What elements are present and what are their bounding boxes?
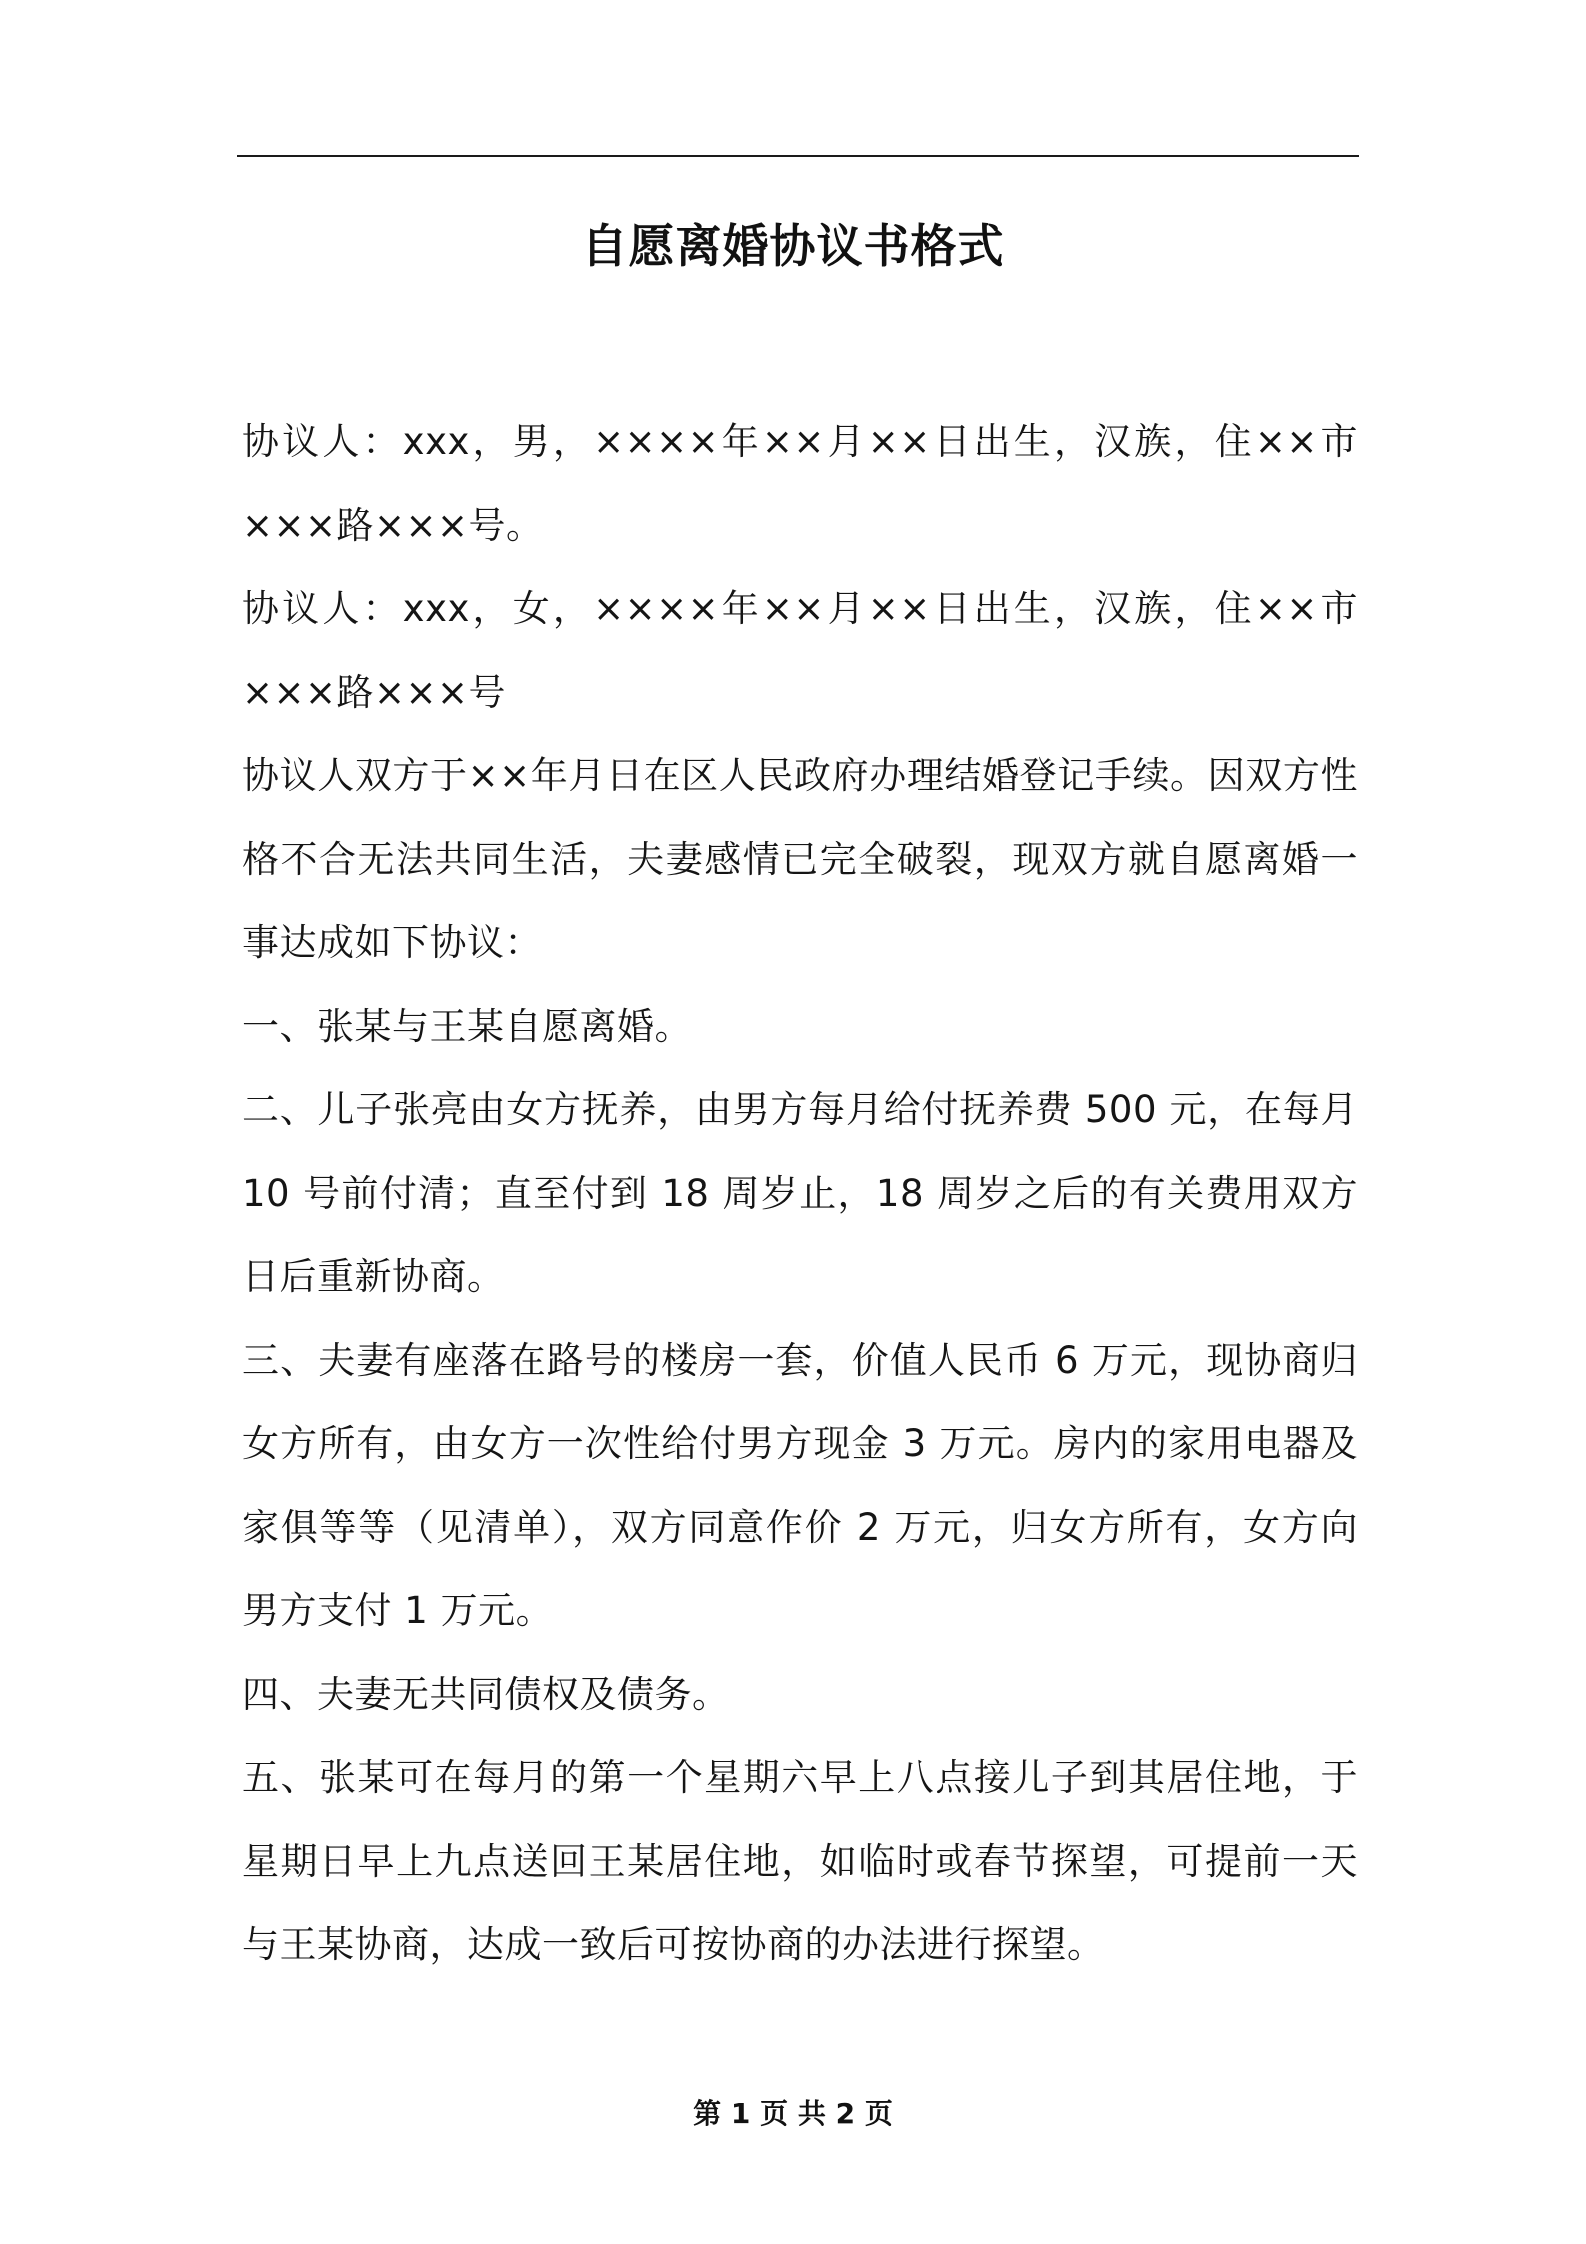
clause-2: 二、儿子张亮由女方抚养，由男方每月给付抚养费 500 元，在每月 10 号前付清；直至付到 18 周岁止，18 周岁之后的有关费用双方日后重新协商。	[242, 1088, 1358, 1298]
page-number-footer: 第 1 页 共 2 页	[693, 2097, 893, 2130]
clause-5: 五、张某可在每月的第一个星期六早上八点接儿子到其居住地，于星期日早上九点送回王某居住地，如临时或春节探望，可提前一天与王某协商，达成一致后可按协商的办法进行探望。	[242, 1756, 1358, 1966]
document-body	[242, 400, 1358, 1987]
paragraph-party-male: 协议人：xxx，男，××××年××月××日出生，汉族，住××市×××路×××号。	[242, 420, 1358, 547]
document-title: 自愿离婚协议书格式	[581, 219, 1005, 273]
clause-3: 三、夫妻有座落在路号的楼房一套，价值人民币 6 万元，现协商归女方所有，由女方一次性给付男方现金 3 万元。房内的家用电器及家俱等等（见清单），双方同意作价 2 万元，归女方所有，女方向男方支付 1 万元。	[242, 1338, 1358, 1632]
paragraph-party-female: 协议人：xxx，女，××××年××月××日出生，汉族，住××市×××路×××号	[242, 587, 1358, 714]
clause-1: 一、张某与王某自愿离婚。	[242, 1004, 692, 1048]
paragraph-preamble: 协议人双方于××年月日在区人民政府办理结婚登记手续。因双方性格不合无法共同生活，夫妻感情已完全破裂，现双方就自愿离婚一事达成如下协议：	[242, 754, 1358, 964]
header-rule	[237, 155, 1359, 157]
clause-4: 四、夫妻无共同债权及债务。	[242, 1672, 730, 1716]
